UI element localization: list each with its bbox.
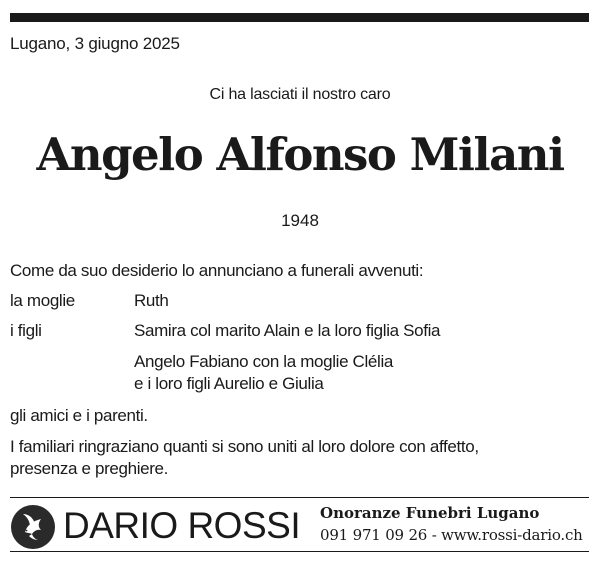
footer-bottom-rule bbox=[10, 551, 589, 552]
relative-value-wife: Ruth bbox=[134, 291, 169, 310]
friends-text: gli amici e i parenti. bbox=[10, 406, 148, 425]
thanks-line-2: presenza e preghiere. bbox=[10, 459, 169, 478]
footer-top-rule bbox=[10, 497, 589, 498]
brand-name: DARIO ROSSI bbox=[63, 505, 301, 546]
relative-label-children: i figli bbox=[10, 321, 42, 340]
dove-icon bbox=[11, 505, 55, 549]
relative-label-wife: la moglie bbox=[10, 291, 75, 310]
place-date: Lugano, 3 giugno 2025 bbox=[10, 34, 180, 53]
relative-value-child-2-line-1: Angelo Fabiano con la moglie Clélia bbox=[134, 352, 393, 371]
announcement-text: Come da suo desiderio lo annunciano a funerali avvenuti: bbox=[10, 261, 424, 280]
agency-name: Onoranze Funebri Lugano bbox=[320, 504, 540, 522]
relative-value-child-2-line-2: e i loro figli Aurelio e Giulia bbox=[134, 374, 324, 393]
deceased-name: Angelo Alfonso Milani bbox=[36, 128, 564, 181]
top-rule bbox=[10, 13, 589, 22]
birth-year: 1948 bbox=[281, 211, 319, 230]
agency-contact: 091 971 09 26 - www.rossi-dario.ch bbox=[320, 526, 583, 544]
thanks-line-1: I familiari ringraziano quanti si sono uniti al loro dolore con affetto, bbox=[10, 437, 479, 456]
intro-text: Ci ha lasciati il nostro caro bbox=[209, 86, 391, 103]
relative-value-child-1: Samira col marito Alain e la loro figlia Sofia bbox=[134, 321, 441, 340]
